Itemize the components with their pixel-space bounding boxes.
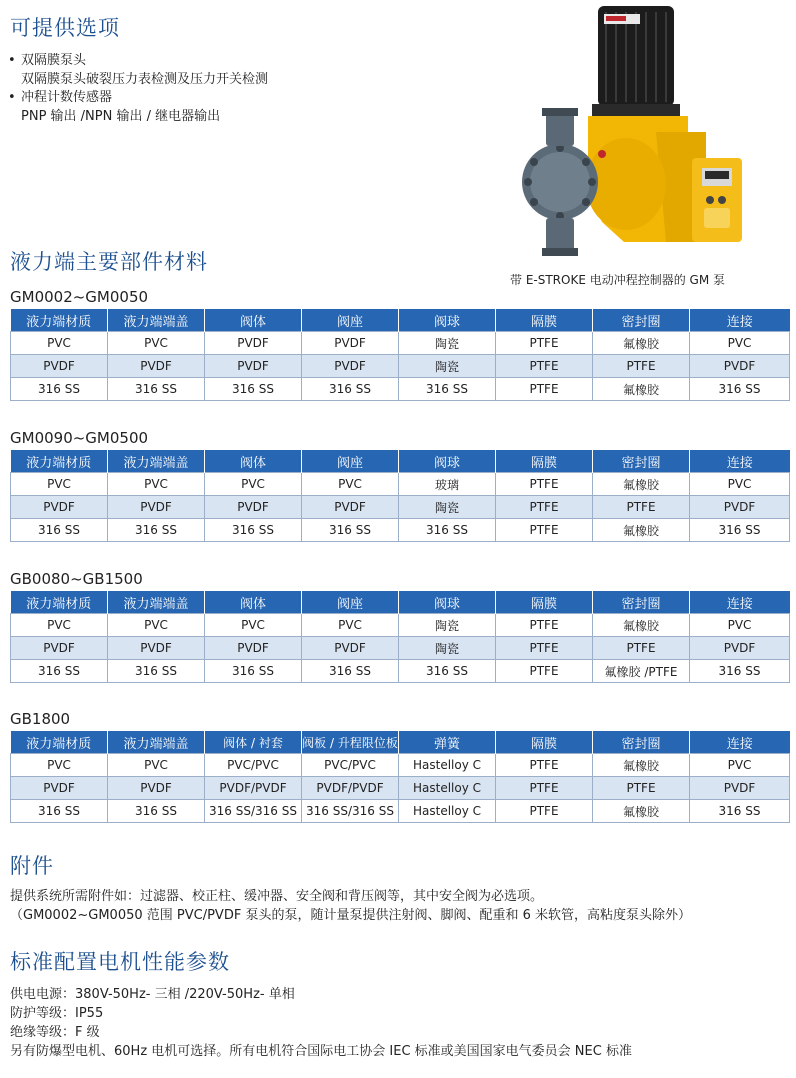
options-title: 可提供选项	[10, 16, 120, 40]
option-bullet: • 冲程计数传感器	[8, 89, 268, 108]
table-cell: PVDF	[690, 777, 790, 800]
table-cell: PVDF	[302, 332, 399, 355]
table-cell: PVC	[690, 473, 790, 496]
column-header: 液力端材质	[11, 591, 108, 614]
table-cell: 316 SS	[11, 519, 108, 542]
column-header: 连接	[690, 591, 790, 614]
table-cell: PVDF	[205, 355, 302, 378]
table-cell: PVC	[11, 754, 108, 777]
table-cell: 316 SS	[205, 519, 302, 542]
column-header: 液力端材质	[11, 450, 108, 473]
table-cell: PVC	[108, 473, 205, 496]
table-cell: Hastelloy C	[399, 800, 496, 823]
table-cell: 316 SS	[108, 378, 205, 401]
table-cell: PVC	[108, 754, 205, 777]
motor-line: 供电电源：380V-50Hz- 三相 /220V-50Hz- 单相	[10, 987, 295, 1002]
table-cell: 316 SS	[302, 660, 399, 683]
column-header: 连接	[690, 450, 790, 473]
table-cell: PTFE	[496, 378, 593, 401]
table-cell: 316 SS	[205, 378, 302, 401]
column-header: 密封圈	[593, 450, 690, 473]
column-header: 阀体	[205, 591, 302, 614]
table-header-row	[11, 309, 790, 332]
table-cell: PVDF	[690, 637, 790, 660]
accessories-text	[10, 887, 691, 925]
table-cell: 氟橡胶 /PTFE	[593, 660, 690, 683]
table-row	[11, 777, 790, 800]
table-cell: 316 SS	[205, 660, 302, 683]
table-cell: PVC	[690, 754, 790, 777]
table-cell: 316 SS	[399, 660, 496, 683]
table-cell: PTFE	[593, 355, 690, 378]
column-header: 液力端材质	[11, 309, 108, 332]
table-cell: PVDF	[108, 637, 205, 660]
table-cell: PVC/PVC	[205, 754, 302, 777]
table-cell: PTFE	[496, 754, 593, 777]
table-row	[11, 637, 790, 660]
table-header-row	[11, 591, 790, 614]
table-cell: PVC	[108, 332, 205, 355]
table-cell: 陶瓷	[399, 332, 496, 355]
material-table	[10, 309, 790, 401]
column-header: 阀座	[302, 450, 399, 473]
table-cell: PTFE	[496, 660, 593, 683]
table-cell: PTFE	[496, 355, 593, 378]
table-cell: PVDF	[108, 777, 205, 800]
table-cell: PVDF	[302, 355, 399, 378]
column-header: 隔膜	[496, 450, 593, 473]
table-cell: PVDF	[302, 637, 399, 660]
table-row	[11, 614, 790, 637]
motor-line: 绝缘等级：F 级	[10, 1025, 100, 1040]
table-cell: 氟橡胶	[593, 519, 690, 542]
accessories-line: （GM0002~GM0050 范围 PVC/PVDF 泵头的泵，随计量泵提供注射阀、脚阀、配重和 6 米软管，高粘度泵头除外）	[10, 908, 691, 923]
table-cell: 316 SS	[11, 378, 108, 401]
column-header: 弹簧	[399, 731, 496, 754]
options-list	[8, 52, 268, 126]
table-row	[11, 754, 790, 777]
table-cell: PTFE	[593, 637, 690, 660]
table-cell: 316 SS	[399, 519, 496, 542]
column-header: 液力端端盖	[108, 450, 205, 473]
column-header: 阀座	[302, 591, 399, 614]
table-cell: PVDF	[690, 496, 790, 519]
motor-text	[10, 985, 632, 1061]
table-cell: 氟橡胶	[593, 800, 690, 823]
table-cell: 陶瓷	[399, 637, 496, 660]
column-header: 密封圈	[593, 309, 690, 332]
table-cell: 316 SS	[690, 660, 790, 683]
table-cell: PVDF/PVDF	[302, 777, 399, 800]
table-cell: 316 SS	[302, 519, 399, 542]
table-cell: PVC	[11, 614, 108, 637]
table-cell: PTFE	[496, 614, 593, 637]
table-cell: PVC	[108, 614, 205, 637]
column-header: 密封圈	[593, 591, 690, 614]
column-header: 阀体 / 衬套	[205, 731, 302, 754]
table-cell: 氟橡胶	[593, 754, 690, 777]
table-cell: PTFE	[496, 473, 593, 496]
column-header: 连接	[690, 309, 790, 332]
table-cell: PVC/PVC	[302, 754, 399, 777]
table-header-row	[11, 450, 790, 473]
table-cell: 玻璃	[399, 473, 496, 496]
table-cell: PVDF	[11, 777, 108, 800]
option-sub: 双隔膜泵头破裂压力表检测及压力开关检测	[21, 71, 269, 87]
table-cell: PTFE	[593, 777, 690, 800]
model-label: GB1800	[10, 710, 71, 728]
table-cell: PTFE	[496, 637, 593, 660]
table-cell: Hastelloy C	[399, 777, 496, 800]
table-cell: 316 SS/316 SS	[205, 800, 302, 823]
column-header: 液力端端盖	[108, 731, 205, 754]
table-row	[11, 378, 790, 401]
materials-title: 液力端主要部件材料	[10, 250, 208, 274]
table-cell: 316 SS	[399, 378, 496, 401]
image-caption: 带 E-STROKE 电动冲程控制器的 GM 泵	[510, 273, 726, 287]
column-header: 隔膜	[496, 731, 593, 754]
table-cell: 316 SS/316 SS	[302, 800, 399, 823]
table-cell: PVDF	[108, 355, 205, 378]
table-cell: 氟橡胶	[593, 473, 690, 496]
table-cell: PVDF	[11, 355, 108, 378]
table-cell: PVC	[302, 614, 399, 637]
table-cell: PVDF	[205, 637, 302, 660]
table-cell: PTFE	[496, 332, 593, 355]
table-cell: PVC	[690, 614, 790, 637]
table-cell: PVC	[205, 473, 302, 496]
motor-title: 标准配置电机性能参数	[10, 950, 230, 974]
table-cell: 氟橡胶	[593, 378, 690, 401]
column-header: 密封圈	[593, 731, 690, 754]
table-cell: 氟橡胶	[593, 332, 690, 355]
table-cell: PTFE	[496, 800, 593, 823]
table-cell: PVDF	[205, 332, 302, 355]
material-table	[10, 450, 790, 542]
table-cell: PVDF	[205, 496, 302, 519]
column-header: 阀板 / 升程限位板	[302, 731, 399, 754]
model-label: GB0080~GB1500	[10, 570, 143, 588]
material-table	[10, 591, 790, 683]
table-cell: 316 SS	[690, 800, 790, 823]
table-cell: PTFE	[496, 496, 593, 519]
table-cell: PVDF	[11, 496, 108, 519]
table-row	[11, 473, 790, 496]
column-header: 阀座	[302, 309, 399, 332]
accessories-title: 附件	[10, 854, 54, 878]
table-cell: 陶瓷	[399, 496, 496, 519]
model-label: GM0090~GM0500	[10, 429, 149, 447]
table-row	[11, 332, 790, 355]
column-header: 隔膜	[496, 309, 593, 332]
table-cell: PVDF	[302, 496, 399, 519]
table-cell: PVDF	[11, 637, 108, 660]
table-cell: PVC	[302, 473, 399, 496]
table-cell: PVC	[690, 332, 790, 355]
column-header: 阀球	[399, 591, 496, 614]
column-header: 液力端材质	[11, 731, 108, 754]
table-cell: PTFE	[496, 519, 593, 542]
table-cell: 316 SS	[108, 800, 205, 823]
table-cell: 316 SS	[11, 800, 108, 823]
table-cell: 316 SS	[108, 519, 205, 542]
table-header-row	[11, 731, 790, 754]
column-header: 液力端端盖	[108, 591, 205, 614]
table-cell: 316 SS	[108, 660, 205, 683]
option-sub: PNP 输出 /NPN 输出 / 继电器输出	[21, 108, 221, 124]
column-header: 隔膜	[496, 591, 593, 614]
table-cell: PVDF/PVDF	[205, 777, 302, 800]
table-cell: Hastelloy C	[399, 754, 496, 777]
table-cell: 316 SS	[302, 378, 399, 401]
table-row	[11, 496, 790, 519]
table-row	[11, 355, 790, 378]
table-cell: PVDF	[690, 355, 790, 378]
option-bullet: • 双隔膜泵头	[8, 52, 268, 71]
column-header: 连接	[690, 731, 790, 754]
motor-line: 防护等级：IP55	[10, 1006, 104, 1021]
table-cell: 陶瓷	[399, 355, 496, 378]
table-cell: 陶瓷	[399, 614, 496, 637]
table-cell: PVC	[11, 332, 108, 355]
column-header: 阀球	[399, 450, 496, 473]
table-cell: 316 SS	[690, 378, 790, 401]
table-row	[11, 660, 790, 683]
column-header: 阀体	[205, 450, 302, 473]
table-row	[11, 519, 790, 542]
material-table	[10, 731, 790, 823]
column-header: 阀体	[205, 309, 302, 332]
table-row	[11, 800, 790, 823]
column-header: 液力端端盖	[108, 309, 205, 332]
table-cell: 316 SS	[690, 519, 790, 542]
table-cell: PVC	[205, 614, 302, 637]
table-cell: PVC	[11, 473, 108, 496]
motor-line: 另有防爆型电机、60Hz 电机可选择。所有电机符合国际电工协会 IEC 标准或美国国家电气委员会 NEC 标准	[10, 1044, 632, 1059]
table-cell: PTFE	[496, 777, 593, 800]
table-cell: 氟橡胶	[593, 614, 690, 637]
table-cell: 316 SS	[11, 660, 108, 683]
accessories-line: 提供系统所需附件如：过滤器、校正柱、缓冲器、安全阀和背压阀等，其中安全阀为必选项。	[10, 889, 544, 904]
table-cell: PVDF	[108, 496, 205, 519]
pump-image	[506, 2, 746, 260]
column-header: 阀球	[399, 309, 496, 332]
model-label: GM0002~GM0050	[10, 288, 149, 306]
table-cell: PTFE	[593, 496, 690, 519]
